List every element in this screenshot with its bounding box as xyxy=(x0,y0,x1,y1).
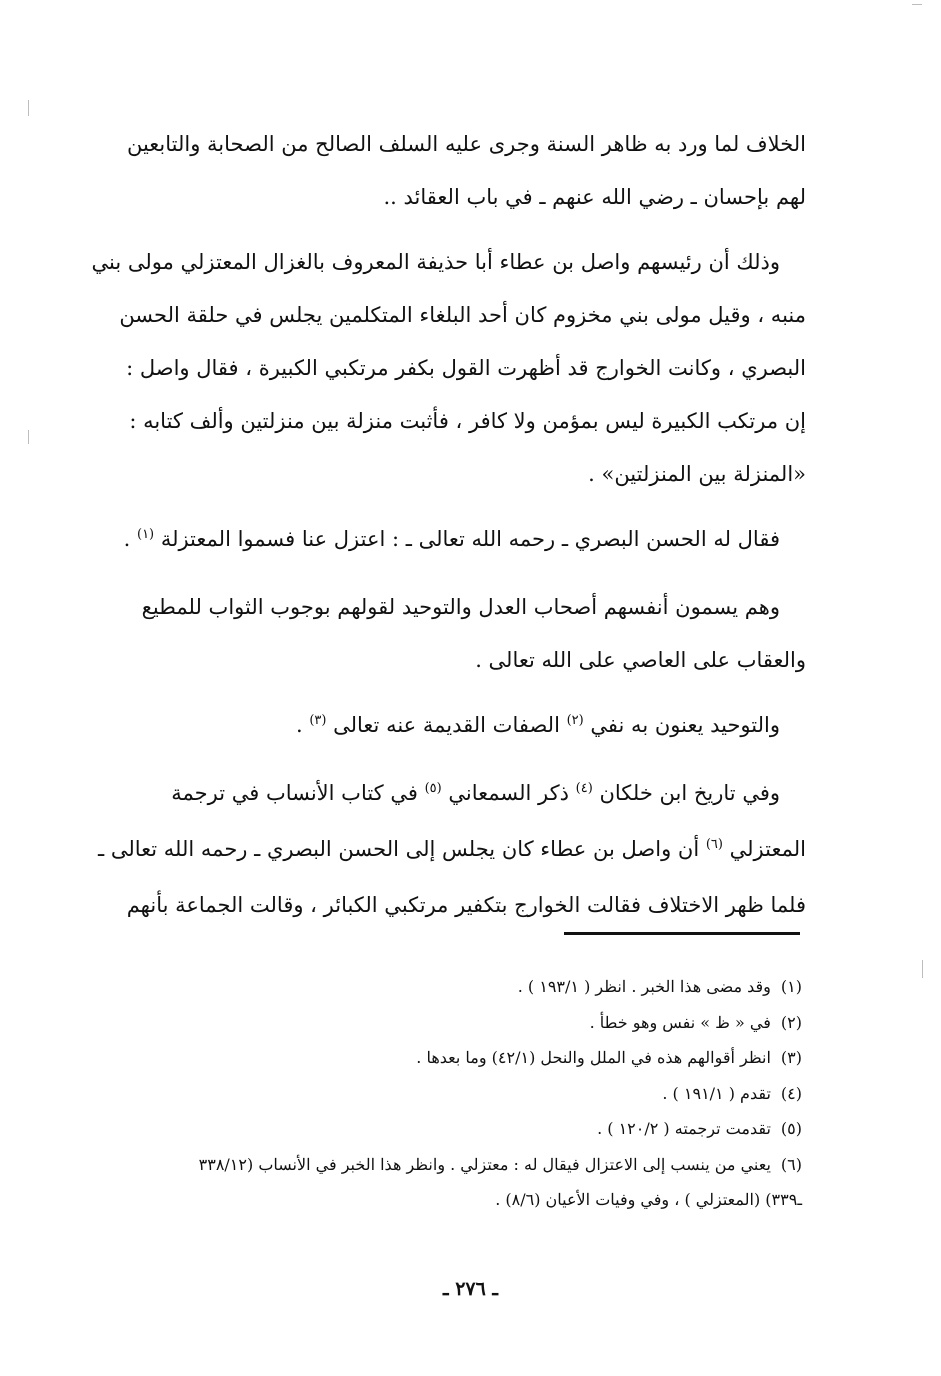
footnote-3-number: (٣) xyxy=(780,1048,802,1067)
paragraph-3-end: . xyxy=(123,527,137,551)
footnote-5-text: تقدمت ترجمته ( ١٢٠/٢ ) . xyxy=(597,1119,771,1138)
scan-mark-top-right xyxy=(912,4,922,5)
paragraph-6-part-b: ذكر السمعاني xyxy=(441,781,576,805)
footnote-ref-4[interactable]: (٤) xyxy=(575,781,593,796)
paragraph-1-line-1: الخلاف لما ورد به ظاهر السنة وجرى عليه السلف الصالح من الصحابة والتابعين xyxy=(126,132,806,156)
footnote-3 xyxy=(90,1040,802,1076)
paragraph-5-part-3: . xyxy=(295,713,310,737)
scan-mark-top-left xyxy=(28,100,29,116)
footnote-ref-5[interactable]: (٥) xyxy=(424,781,442,796)
footnote-1-number: (١) xyxy=(780,977,802,996)
scan-mark-right xyxy=(922,960,923,978)
scan-mark-left xyxy=(28,430,29,444)
footnote-6 xyxy=(90,1147,802,1183)
footnote-ref-2[interactable]: (٢) xyxy=(566,713,584,728)
paragraph-3 xyxy=(90,513,806,569)
paragraph-4-line-1: وهم يسمون أنفسهم أصحاب العدل والتوحيد لقولهم بوجوب الثواب للمطيع xyxy=(141,595,780,619)
paragraph-6-part-a: وفي تاريخ ابن خلكان xyxy=(592,781,780,805)
paragraph-4-line-2: والعقاب على العاصي على الله تعالى . xyxy=(475,648,806,672)
paragraph-2-line-4: إن مرتكب الكبيرة ليس بمؤمن ولا كافر ، فأثبت منزلة بين منزلتين وألف كتابه : xyxy=(129,409,806,433)
footnotes-block xyxy=(90,969,802,1218)
paragraph-2-line-1: وذلك أن رئيسهم واصل بن عطاء أبا حذيفة المعروف بالغزال المعتزلي مولى بني xyxy=(91,250,780,274)
footnote-ref-6[interactable]: (٦) xyxy=(705,837,723,852)
paragraph-6-part-f: فلما ظهر الاختلاف فقالت الخوارج بتكفير مرتكبي الكبائر ، وقالت الجماعة بأنهم xyxy=(126,893,806,917)
paragraph-3-text: فقال له الحسن البصري ـ رحمه الله تعالى ـ : اعتزل عنا فسموا المعتزلة xyxy=(160,527,780,551)
paragraph-6 xyxy=(90,767,806,932)
paragraph-5-part-2: الصفات القديمة عنه تعالى xyxy=(326,713,567,737)
footnote-1 xyxy=(90,969,802,1005)
paragraph-1 xyxy=(90,118,806,224)
paragraph-2 xyxy=(90,236,806,501)
footnote-5 xyxy=(90,1111,802,1147)
paragraph-2-line-2: منبه ، وقيل مولى بني مخزوم كان أحد البلغاء المتكلمين يجلس في حلقة الحسن xyxy=(119,303,806,327)
paragraph-2-line-3: البصري ، وكانت الخوارج قد أظهرت القول بكفر مرتكبي الكبيرة ، فقال واصل : xyxy=(126,356,806,380)
footnote-separator xyxy=(564,932,800,935)
footnote-ref-1[interactable]: (١) xyxy=(136,527,155,542)
footnote-4-text: تقدم ( ١٩١/١ ) . xyxy=(662,1083,771,1103)
paragraph-4 xyxy=(90,581,806,687)
footnote-2-number: (٢) xyxy=(780,1012,802,1032)
paragraph-1-line-2: لهم بإحسان ـ رضي الله عنهم ـ في باب العقائد .. xyxy=(383,185,806,209)
footnote-2-text: في « ظ » نفس وهو خطأ . xyxy=(589,1012,771,1032)
footnote-6-text: يعني من ينسب إلى الاعتزال فيقال له : معتزلي . وانظر هذا الخبر في الأنساب (٣٣٨/١٢ xyxy=(198,1154,771,1174)
footnote-1-text: وقد مضى هذا الخبر . انظر ( ١٩٣/١ ) . xyxy=(517,977,771,996)
page-number: ـ ٢٧٦ ـ xyxy=(443,1278,498,1300)
footnote-6-number: (٦) xyxy=(780,1154,802,1174)
main-text-block xyxy=(90,118,806,932)
footnote-ref-3[interactable]: (٣) xyxy=(309,713,327,728)
paragraph-6-part-e: أن واصل بن عطاء كان يجلس إلى الحسن البصري ـ رحمه الله تعالى ـ xyxy=(98,837,706,861)
paragraph-5 xyxy=(90,699,806,755)
footnote-4 xyxy=(90,1076,802,1112)
paragraph-6-part-d: المعتزلي xyxy=(722,837,806,861)
paragraph-2-line-5: «المنزلة بين المنزلتين» . xyxy=(588,462,806,486)
paragraph-6-part-c: في كتاب الأنساب في ترجمة xyxy=(171,781,425,805)
footnote-2 xyxy=(90,1005,802,1041)
footnote-3-text: انظر أقوالهم هذه في الملل والنحل (٤٢/١) وما بعدها . xyxy=(416,1048,771,1067)
paragraph-5-part-1: والتوحيد يعنون به نفي xyxy=(583,713,780,737)
footnote-6-continuation: ـ٣٣٩) (المعتزلي ) ، وفي وفيات الأعيان (٨/٦) . xyxy=(495,1190,802,1209)
footnote-5-number: (٥) xyxy=(780,1119,802,1138)
footnote-4-number: (٤) xyxy=(780,1083,802,1103)
